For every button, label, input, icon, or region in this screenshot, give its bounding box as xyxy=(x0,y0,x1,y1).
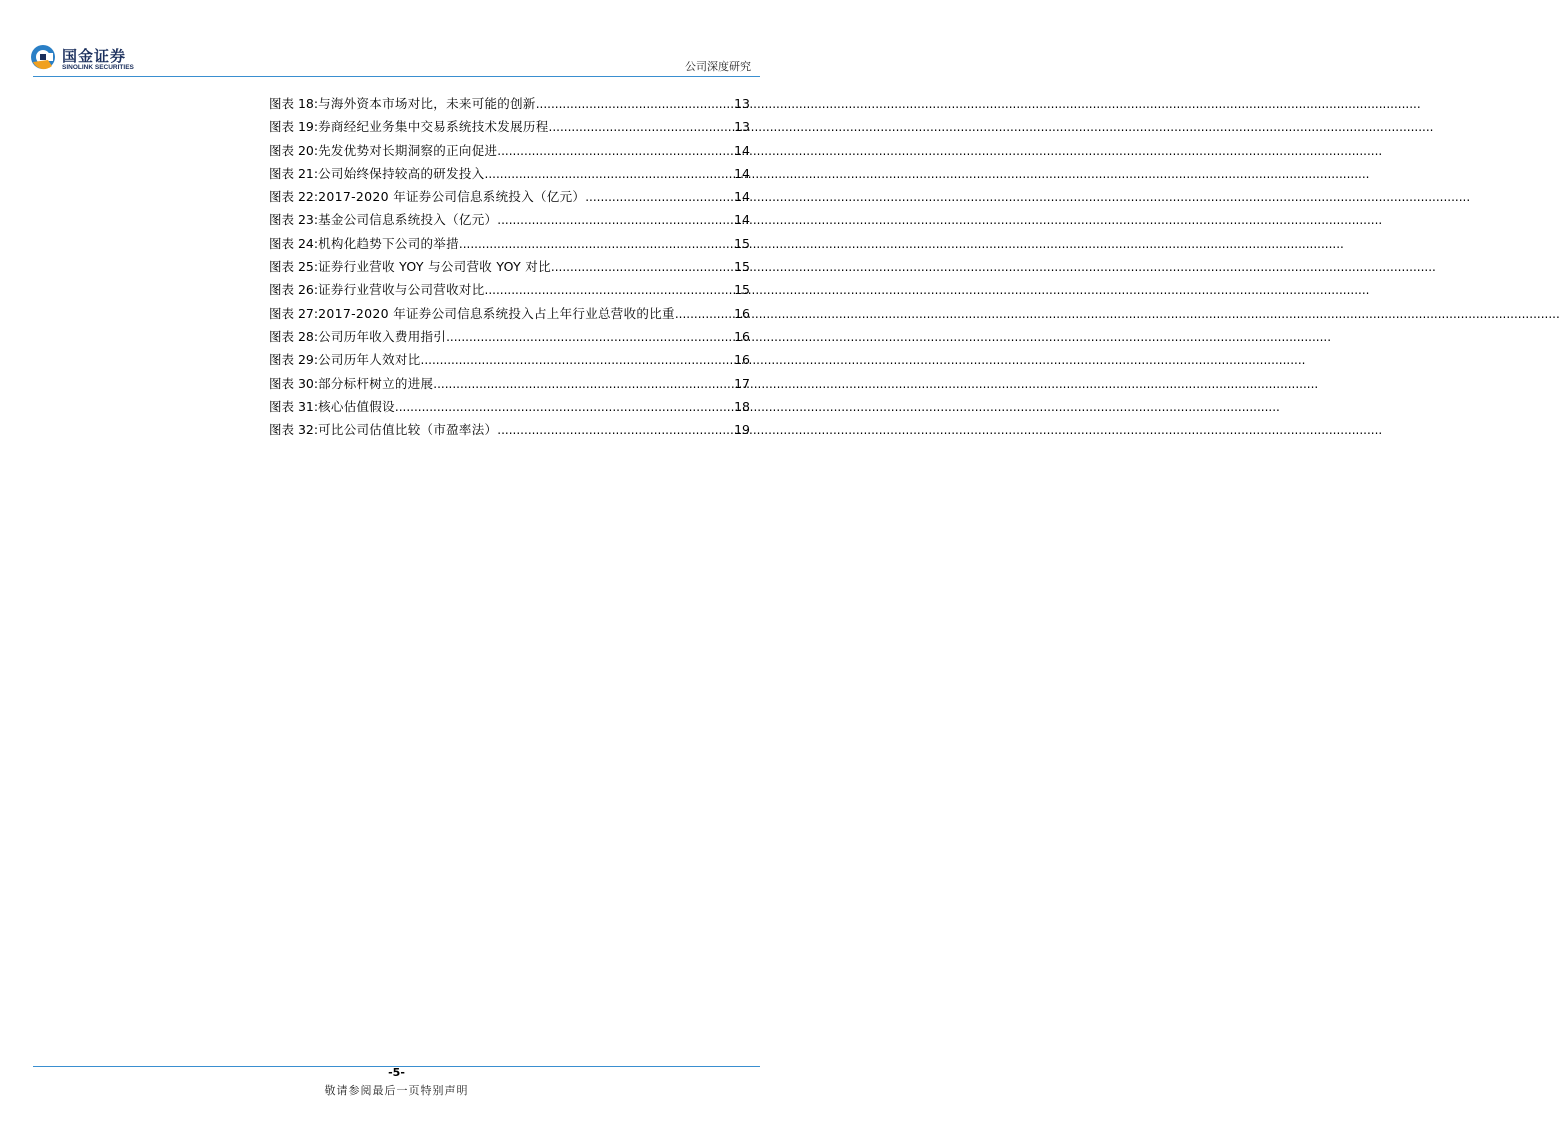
toc-entry[interactable] xyxy=(269,141,750,164)
toc-entry-label: 图表 18: xyxy=(269,96,319,111)
toc-entry[interactable] xyxy=(269,187,750,210)
page-number: -5- xyxy=(388,1066,405,1079)
toc-entry-page: 13 xyxy=(734,119,750,135)
toc-entry[interactable] xyxy=(269,117,750,140)
toc-entry[interactable] xyxy=(269,374,750,397)
toc-entry[interactable] xyxy=(269,420,750,443)
toc-entry-page: 14 xyxy=(734,165,750,181)
toc-dot-leader xyxy=(675,306,733,321)
toc-entry-title: 2017-2020 年证券公司信息系统投入（亿元） xyxy=(318,189,586,205)
toc-entry-page: 14 xyxy=(734,142,750,158)
toc-dot-leader xyxy=(551,259,733,274)
toc-entry-page: 17 xyxy=(734,375,750,391)
toc-entry-label: 图表 26: xyxy=(269,282,319,298)
company-logo xyxy=(30,44,150,74)
toc-entry-label: 图表 23: xyxy=(269,212,319,228)
toc-entry-title: 公司历年人效对比 xyxy=(318,352,421,368)
toc-dot-leader xyxy=(485,166,734,181)
toc-entry[interactable] xyxy=(269,257,750,280)
toc-entry-title: 部分标杆树立的进展 xyxy=(318,375,434,391)
header-divider xyxy=(33,76,760,77)
disclaimer-note: 敬请参阅最后一页特别声明 xyxy=(324,1084,469,1097)
toc-entry-title: 公司始终保持较高的研发投入 xyxy=(318,165,485,181)
toc-entry-title: 核心估值假设 xyxy=(318,398,395,414)
toc-entry[interactable] xyxy=(269,304,750,327)
toc-dot-leader xyxy=(497,422,733,437)
toc-entry-label: 图表 29: xyxy=(269,352,319,368)
toc-entry-page: 13 xyxy=(734,96,750,111)
figure-table-of-contents xyxy=(269,94,750,443)
toc-entry-page: 14 xyxy=(734,189,750,205)
toc-entry-title: 与海外资本市场对比，未来可能的创新 xyxy=(318,96,536,111)
toc-dot-leader xyxy=(485,282,734,297)
toc-entry-label: 图表 24: xyxy=(269,235,319,251)
sinolink-logo-icon xyxy=(30,44,56,70)
toc-entry-label: 图表 31: xyxy=(269,398,319,414)
toc-dot-leader xyxy=(433,376,733,391)
toc-entry-title: 先发优势对长期洞察的正向促进 xyxy=(318,142,498,158)
toc-entry-page: 15 xyxy=(734,235,750,251)
toc-entry-title: 基金公司信息系统投入（亿元） xyxy=(318,212,498,228)
toc-dot-leader xyxy=(459,236,733,251)
toc-entry-title: 可比公司估值比较（市盈率法） xyxy=(318,422,498,438)
toc-entry-page: 15 xyxy=(734,259,750,275)
toc-entry-title: 证券行业营收与公司营收对比 xyxy=(318,282,485,298)
toc-entry-page: 18 xyxy=(734,398,750,414)
toc-entry-page: 15 xyxy=(734,282,750,298)
toc-entry-page: 16 xyxy=(734,352,750,368)
toc-dot-leader xyxy=(446,329,733,344)
toc-dot-leader xyxy=(536,96,733,111)
toc-dot-leader xyxy=(497,212,733,227)
toc-entry-label: 图表 20: xyxy=(269,142,319,158)
toc-dot-leader xyxy=(585,189,733,204)
toc-entry[interactable] xyxy=(269,164,750,187)
toc-entry-label: 图表 22: xyxy=(269,189,319,205)
toc-entry-label: 图表 27: xyxy=(269,305,319,321)
toc-entry[interactable] xyxy=(269,234,750,257)
toc-entry-title: 券商经纪业务集中交易系统技术发展历程 xyxy=(318,119,549,135)
toc-entry-page: 16 xyxy=(734,305,750,321)
toc-entry-label: 图表 21: xyxy=(269,165,319,181)
toc-entry[interactable] xyxy=(269,397,750,420)
toc-entry-page: 16 xyxy=(734,328,750,344)
toc-entry-title: 公司历年收入费用指引 xyxy=(318,328,447,344)
toc-entry[interactable] xyxy=(269,350,750,373)
toc-entry-title: 机构化趋势下公司的举措 xyxy=(318,235,459,251)
toc-entry-title: 证券行业营收 YOY 与公司营收 YOY 对比 xyxy=(318,259,551,275)
toc-entry-label: 图表 25: xyxy=(269,259,319,275)
toc-entry-label: 图表 19: xyxy=(269,119,319,135)
logo-chinese-name: 国金证券 xyxy=(62,47,127,65)
logo-english-name: SINOLINK SECURITIES xyxy=(62,64,134,71)
toc-entry-label: 图表 32: xyxy=(269,422,319,438)
toc-entry[interactable] xyxy=(269,327,750,350)
toc-entry-label: 图表 30: xyxy=(269,375,319,391)
report-type-label: 公司深度研究 xyxy=(685,60,751,73)
toc-entry[interactable] xyxy=(269,280,750,303)
toc-entry[interactable] xyxy=(269,210,750,233)
toc-dot-leader xyxy=(421,352,734,367)
toc-entry[interactable] xyxy=(269,94,750,117)
toc-entry-title: 2017-2020 年证券公司信息系统投入占上年行业总营收的比重 xyxy=(318,305,675,321)
toc-dot-leader xyxy=(497,143,733,158)
toc-dot-leader xyxy=(395,399,733,414)
toc-entry-page: 14 xyxy=(734,212,750,228)
toc-entry-label: 图表 28: xyxy=(269,328,319,344)
toc-dot-leader xyxy=(549,119,734,134)
toc-entry-page: 19 xyxy=(734,422,750,438)
